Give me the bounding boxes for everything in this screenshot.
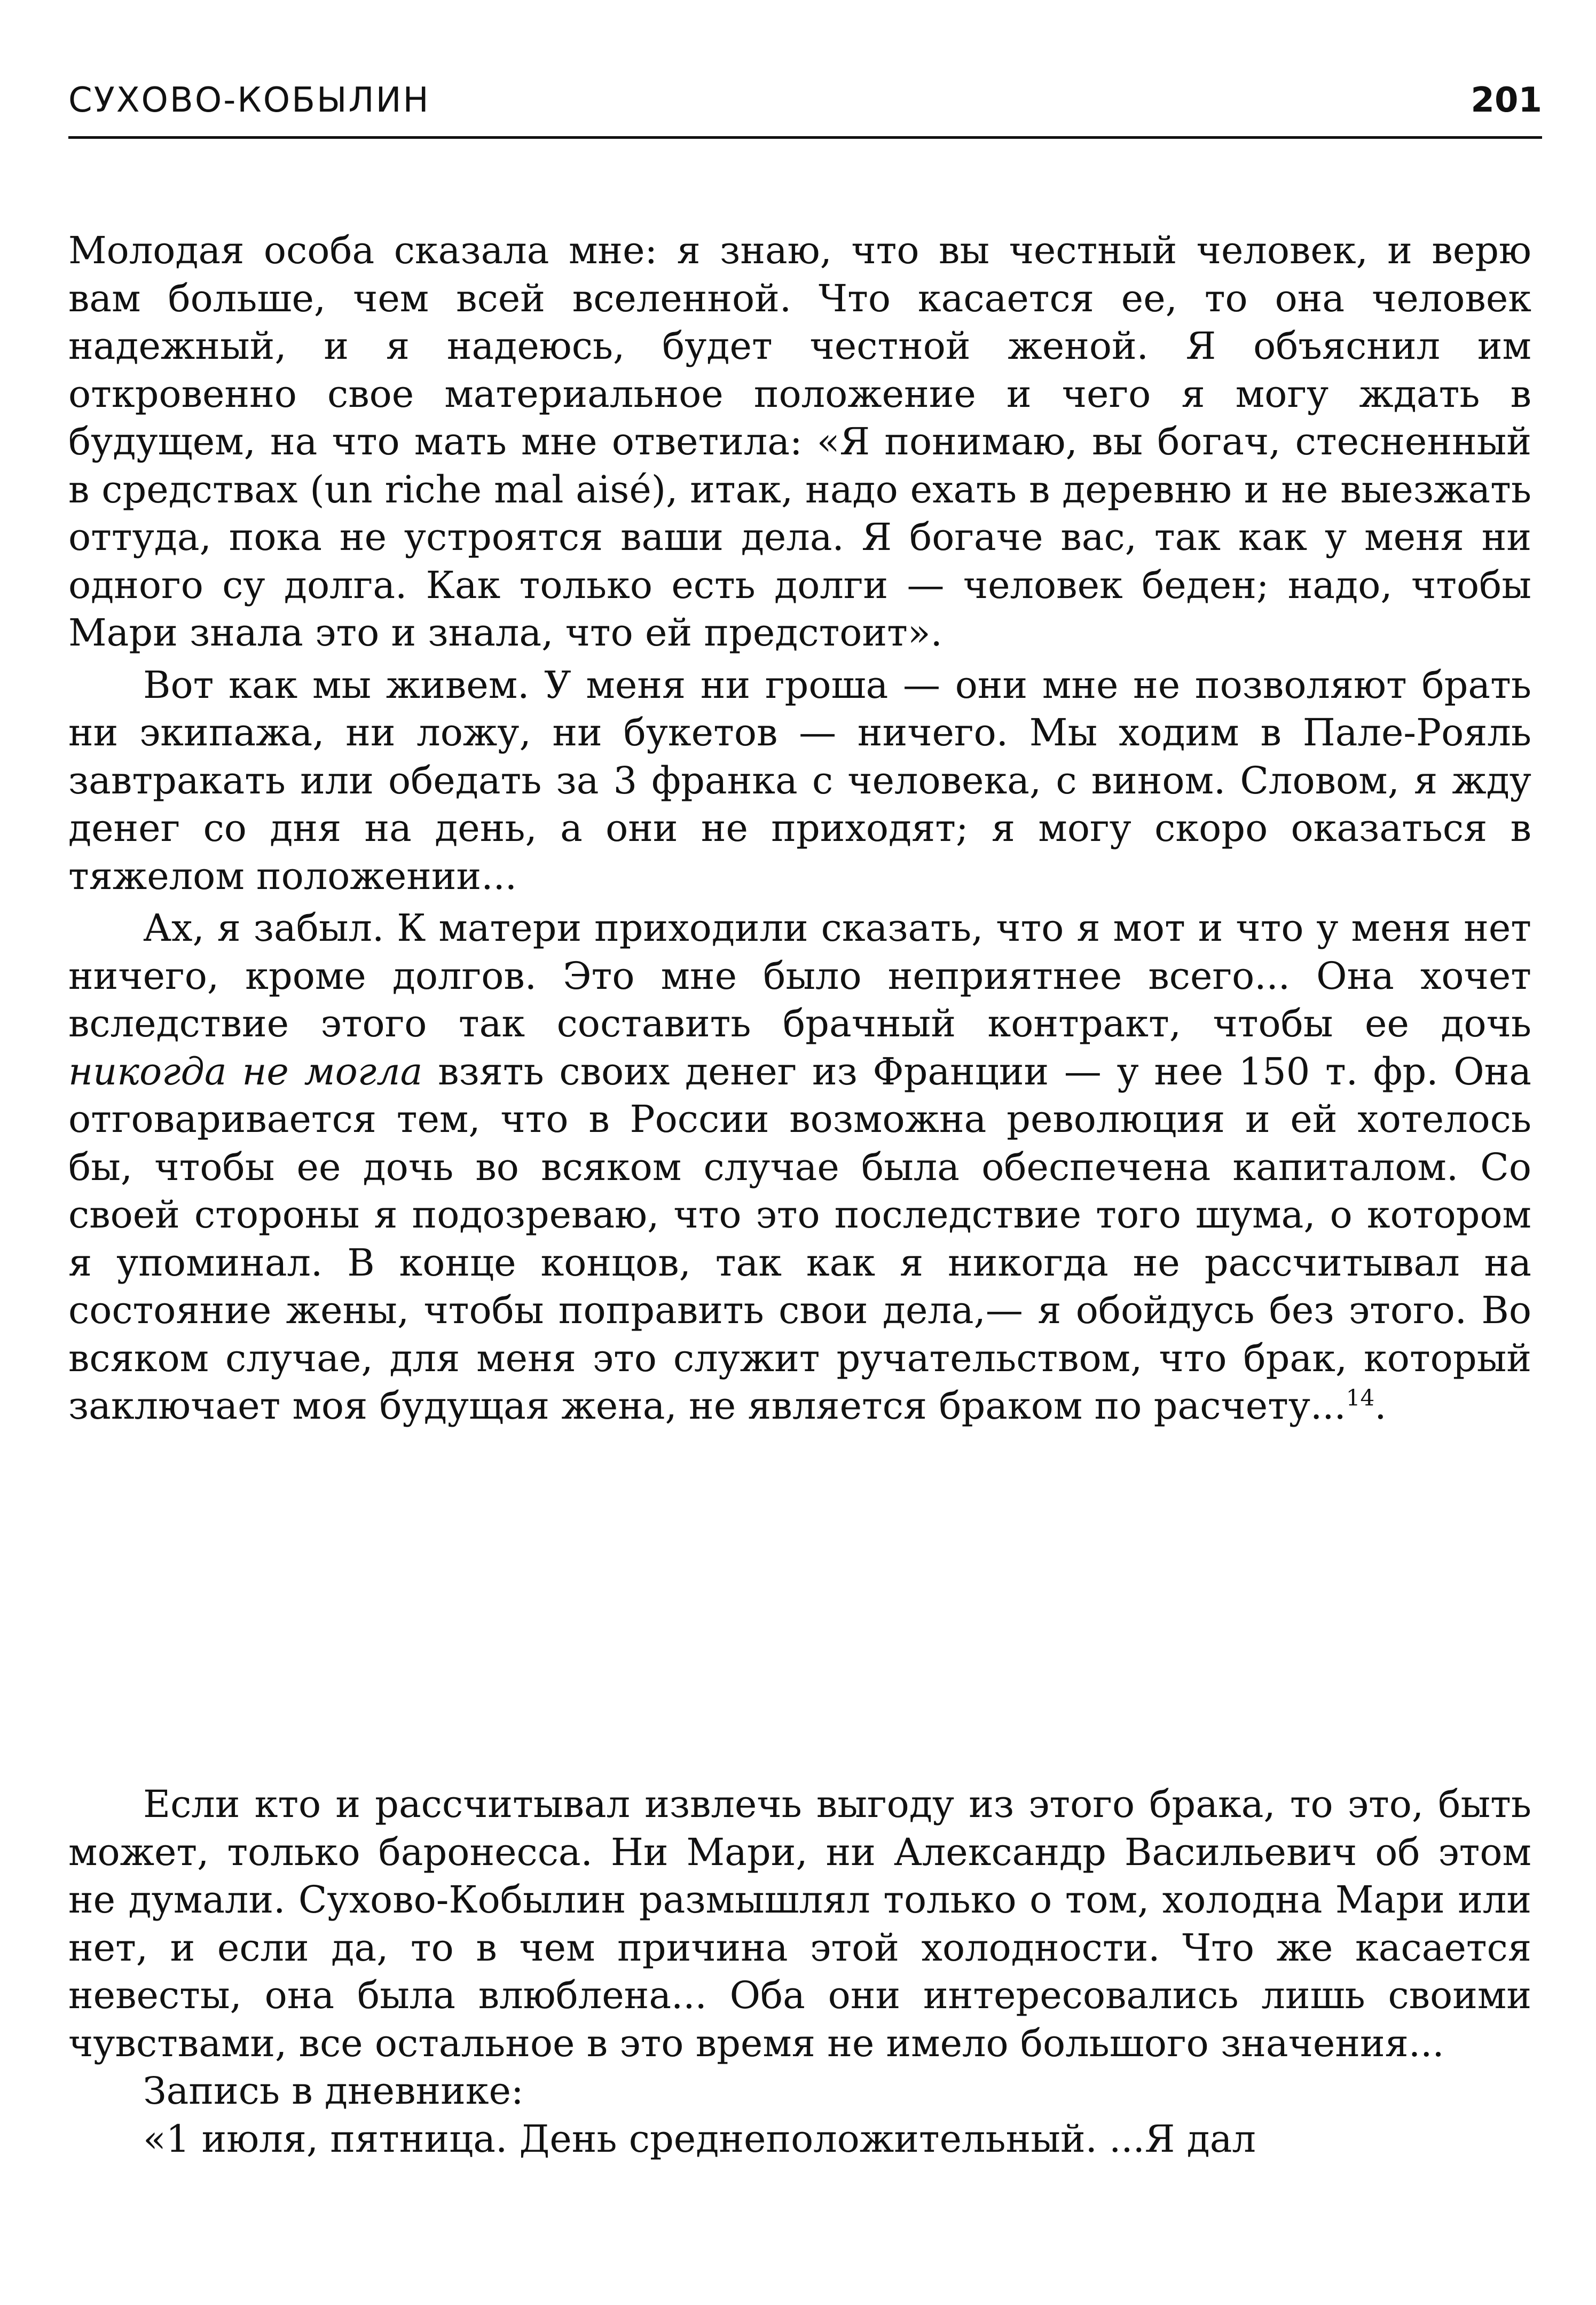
letter-paragraph-2: Вот как мы живем. У меня ни гроша — они мне не позволяют брать ни экипажа, ни ложу, ни букетов — ничего. Мы ходим в Пале-Рояль завтракать или обедать за 3 франка с человека, с вином. Словом, я жду денег со дня на день, а они не приходят; я могу скоро оказаться в тяжелом положении... bbox=[68, 663, 1531, 898]
running-head bbox=[68, 74, 1542, 127]
letter-quotation bbox=[68, 227, 1531, 1430]
running-title: СУХОВО-КОБЫЛИН bbox=[68, 81, 430, 120]
header-rule bbox=[68, 136, 1542, 139]
narrative-paragraph-1: Если кто и рассчитывал извлечь выгоду из этого брака, то это, быть может, только баронесса. Ни Мари, ни Александр Васильевич об этом не думали. Сухово-Кобылин размышлял только о том, холодна Мари или нет, и если да, то в чем причина этой холодности. Что же касается невесты, она была влюблена... Оба они интересовались лишь своими чувствами, все остальное в это время не имело большого значения... bbox=[68, 1782, 1531, 2065]
page-number: 201 bbox=[1471, 81, 1542, 120]
letter-paragraph-3 bbox=[68, 904, 1531, 1430]
footnote-ref-14[interactable]: 14 bbox=[1346, 1384, 1375, 1411]
narrative-text bbox=[68, 1781, 1531, 2163]
diary-intro: Запись в дневнике: bbox=[143, 2069, 524, 2113]
letter-paragraph-3-start: Ах, я забыл. К матери приходили сказать, что я мот и что у меня нет ничего, кроме долгов. Это мне было неприятнее всего... Она хочет вследствие этого так составить брачный контракт, чтобы ее дочь bbox=[68, 906, 1531, 1045]
diary-entry-start: «1 июля, пятница. День среднеположительный. ...Я дал bbox=[143, 2117, 1256, 2161]
emphasis-never-could: никогда не могла bbox=[68, 1049, 423, 1094]
letter-paragraph-3-rest: взять своих денег из Франции — у нее 150 т. фр. Она отговаривается тем, что в России возможна революция и ей хотелось бы, чтобы ее дочь во всяком случае была обеспечена капиталом. Со своей стороны я подозреваю, что это последствие того шума, о котором я упоминал. В конце концов, так как я никогда не рассчитывал на состояние жены, чтобы поправить свои дела,— я обойдусь без этого. Во всяком случае, для меня это служит ручательством, что брак, который заключает моя будущая жена, не является браком по расчету... bbox=[68, 1049, 1531, 1428]
letter-paragraph-1: Молодая особа сказала мне: я знаю, что вы честный человек, и верю вам больше, чем всей вселенной. Что касается ее, то она человек надежный, и я надеюсь, будет честной женой. Я объяснил им откровенно свое материальное положение и чего я могу ждать в будущем, на что мать мне ответила: «Я понимаю, вы богач, стесненный в средствах (un riche mal aisé), итак, надо ехать в деревню и не выезжать оттуда, пока не устроятся ваши дела. Я богаче вас, так как у меня ни одного су долга. Как только есть долги — человек беден; надо, чтобы Мари знала это и знала, что ей предстоит». bbox=[68, 229, 1531, 655]
letter-paragraph-3-end: . bbox=[1374, 1384, 1387, 1428]
